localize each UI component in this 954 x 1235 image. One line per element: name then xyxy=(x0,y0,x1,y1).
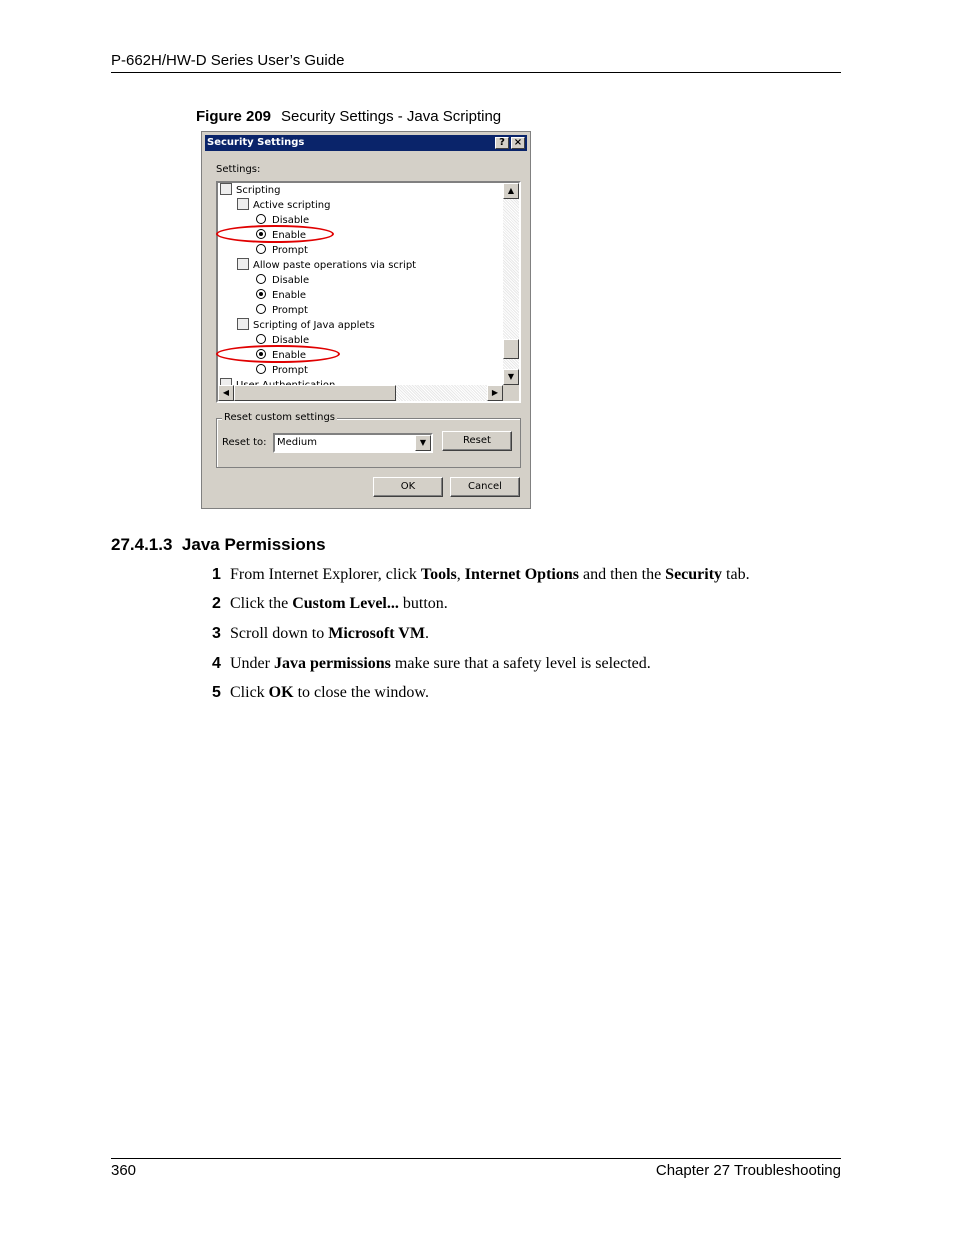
step-text: button. xyxy=(398,595,448,612)
tree-setting xyxy=(237,199,330,213)
tree-item-label: Scripting xyxy=(236,185,281,196)
step-text: From Internet Explorer, click xyxy=(230,566,421,583)
step-item xyxy=(212,566,750,584)
step-number: 4 xyxy=(212,655,221,672)
footer-chapter: Chapter 27 Troubleshooting xyxy=(655,1162,841,1179)
reset-to-value: Medium xyxy=(277,437,317,448)
tree-item-label: Prompt xyxy=(272,245,308,256)
step-emphasis: Security xyxy=(665,566,723,583)
step-item xyxy=(212,655,651,673)
step-number: 1 xyxy=(212,566,221,583)
step-emphasis: Tools xyxy=(420,566,457,583)
section-title: Java Permissions xyxy=(181,535,326,554)
dialog-title: Security Settings xyxy=(207,137,305,148)
scroll-left-icon[interactable]: ◀ xyxy=(218,385,234,401)
highlight-ellipse-java-applets-enable xyxy=(216,345,340,363)
cancel-button[interactable]: Cancel xyxy=(450,477,520,497)
step-text: . xyxy=(424,625,429,642)
page-number: 360 xyxy=(111,1162,137,1179)
tree-item-label: Disable xyxy=(272,335,310,346)
tree-setting xyxy=(237,259,416,273)
tree-item-label: Scripting of Java applets xyxy=(253,320,375,331)
tree-option[interactable] xyxy=(256,274,309,288)
figure-title: Security Settings - Java Scripting xyxy=(281,108,502,125)
tree-item-label: Disable xyxy=(272,215,310,226)
step-emphasis: Microsoft VM xyxy=(328,625,425,642)
scroll-corner xyxy=(503,385,519,401)
step-text: Scroll down to xyxy=(230,625,329,642)
tree-item-label: Disable xyxy=(272,275,310,286)
step-emphasis: Java permissions xyxy=(273,655,391,672)
scroll-right-icon[interactable]: ▶ xyxy=(487,385,503,401)
step-text: Under xyxy=(230,655,274,672)
step-item xyxy=(212,625,429,643)
security-settings-dialog xyxy=(201,131,531,509)
scroll-up-icon[interactable]: ▲ xyxy=(503,183,519,199)
highlight-ellipse-active-scripting-enable xyxy=(216,225,334,243)
step-item xyxy=(212,595,448,613)
tree-option[interactable] xyxy=(256,364,308,378)
reset-button[interactable]: Reset xyxy=(442,431,512,451)
step-item xyxy=(212,684,429,702)
chevron-down-icon[interactable]: ▼ xyxy=(415,435,431,451)
reset-to-select[interactable] xyxy=(273,433,433,453)
tree-option[interactable] xyxy=(256,289,306,303)
tree-item-label: Active scripting xyxy=(253,200,331,211)
tree-item-label: Enable xyxy=(272,230,307,241)
section-heading xyxy=(111,535,326,555)
tree-item-label: Enable xyxy=(272,290,307,301)
figure-caption xyxy=(196,108,501,125)
section-number: 27.4.1.3 xyxy=(111,535,173,554)
step-number: 3 xyxy=(212,625,221,642)
close-icon[interactable]: × xyxy=(511,137,525,149)
radio-icon xyxy=(256,274,266,284)
settings-page-icon xyxy=(220,183,232,195)
step-emphasis: Internet Options xyxy=(464,566,579,583)
settings-label: Settings: xyxy=(216,164,261,175)
radio-icon xyxy=(256,214,266,224)
figure-number: Figure 209 xyxy=(196,108,272,125)
reset-to-label: Reset to: xyxy=(222,437,267,448)
scroll-thumb[interactable] xyxy=(503,339,519,359)
step-text: Click xyxy=(230,684,269,701)
tree-option[interactable] xyxy=(256,304,308,318)
tree-item-label: Prompt xyxy=(272,305,308,316)
header-rule xyxy=(111,72,841,73)
dialog-titlebar xyxy=(205,135,527,151)
vertical-scrollbar[interactable] xyxy=(503,183,519,385)
tree-item-label: Prompt xyxy=(272,365,308,376)
scroll-down-icon[interactable]: ▼ xyxy=(503,369,519,385)
step-text: Click the xyxy=(230,595,293,612)
step-text: tab. xyxy=(722,566,750,583)
settings-tree[interactable] xyxy=(216,181,521,403)
step-emphasis: Custom Level... xyxy=(292,595,399,612)
horizontal-scrollbar[interactable] xyxy=(218,385,503,401)
tree-setting xyxy=(237,319,375,333)
step-text: to close the window. xyxy=(293,684,429,701)
step-emphasis: OK xyxy=(268,684,294,701)
step-text: , xyxy=(456,566,465,583)
hscroll-thumb[interactable] xyxy=(234,385,396,401)
radio-icon xyxy=(256,304,266,314)
radio-selected-icon xyxy=(256,289,266,299)
step-text: and then the xyxy=(578,566,666,583)
tree-item-label: Allow paste operations via script xyxy=(253,260,417,271)
settings-page-icon xyxy=(237,198,249,210)
settings-page-icon xyxy=(237,258,249,270)
step-text: make sure that a safety level is selected. xyxy=(390,655,651,672)
settings-page-icon xyxy=(237,318,249,330)
step-number: 5 xyxy=(212,684,221,701)
running-header: P-662H/HW-D Series User’s Guide xyxy=(111,52,345,69)
help-icon[interactable]: ? xyxy=(495,137,509,149)
step-number: 2 xyxy=(212,595,221,612)
tree-item-label: Enable xyxy=(272,350,307,361)
reset-group-label: Reset custom settings xyxy=(224,412,335,423)
radio-icon xyxy=(256,334,266,344)
tree-category xyxy=(220,184,280,198)
footer-rule xyxy=(111,1158,841,1159)
tree-option[interactable] xyxy=(256,244,308,258)
radio-icon xyxy=(256,364,266,374)
radio-icon xyxy=(256,244,266,254)
ok-button[interactable]: OK xyxy=(373,477,443,497)
